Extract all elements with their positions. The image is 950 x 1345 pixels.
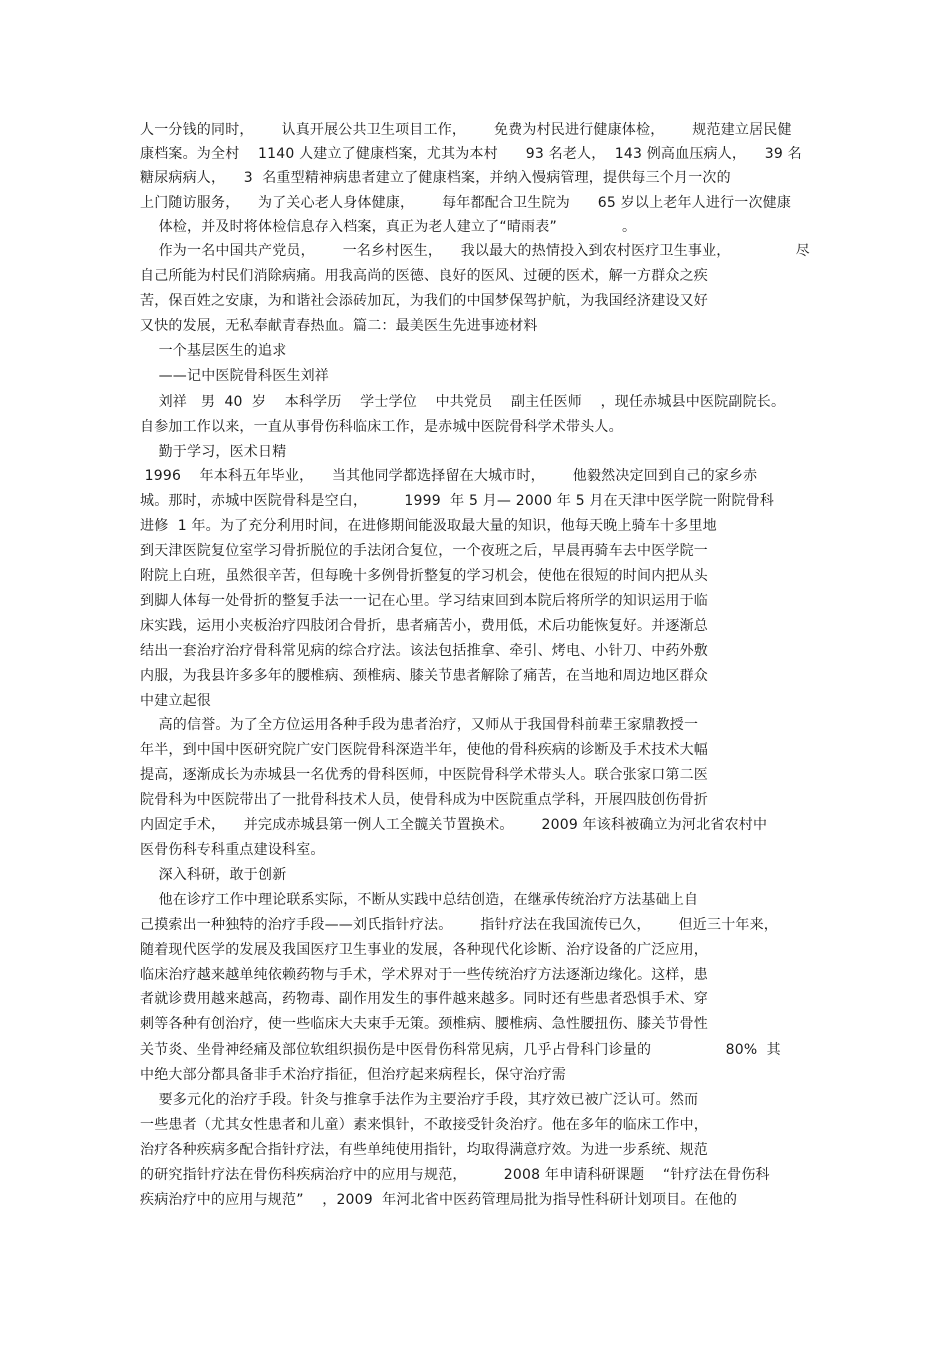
text-line: 关节炎、坐骨神经痛及部位软组织损伤是中医骨伤科常见病，几乎占骨科门诊量的 80% 其 <box>140 1042 781 1058</box>
text-line: 随着现代医学的发展及我国医疗卫生事业的发展，各种现代化诊断、治疗设备的广泛应用， <box>140 942 708 958</box>
text-line: 要多元化的治疗手段。针灸与推拿手法作为主要治疗手段，其疗效已被广泛认可。然而 <box>140 1092 699 1108</box>
text-line: 自参加工作以来，一直从事骨伤科临床工作，是赤城中医院骨科学术带头人。 <box>140 419 623 435</box>
text-line: 附院上白班，虽然很辛苦，但每晚十多例骨折整复的学习机会，使他在很短的时间内把从头 <box>140 568 708 584</box>
text-line: 进修 1 年。为了充分利用时间，在进修期间能汲取最大量的知识，他每天晚上骑车十多里地 <box>140 518 717 534</box>
text-line: 提高，逐渐成长为赤城县一名优秀的骨科医师，中医院骨科学术带头人。联合张家口第二医 <box>140 767 708 783</box>
text-line: 临床治疗越来越单纯依赖药物与手术，学术界对于一些传统治疗方法逐渐边缘化。这样，患 <box>140 967 708 983</box>
text-line: 中绝大部分都具备非手术治疗指征，但治疗起来病程长，保守治疗需 <box>140 1067 566 1083</box>
text-line: 1996 年本科五年毕业， 当其他同学都选择留在大城市时， 他毅然决定回到自己的家乡赤 <box>140 468 758 484</box>
text-line: 院骨科为中医院带出了一批骨科技术人员，使骨科成为中医院重点学科，开展四肢创伤骨折 <box>140 792 708 808</box>
text-line: 自己所能为村民们消除病痛。用我高尚的医德、良好的医风、过硬的医术，解一方群众之疾 <box>140 268 708 284</box>
text-line: 的研究指针疗法在骨伤科疾病治疗中的应用与规范， 2008 年申请科研课题 “针疗法在骨伤科 <box>140 1167 770 1183</box>
text-line: 深入科研，敢于创新 <box>140 867 287 883</box>
text-line: 内固定手术， 并完成赤城县第一例人工全髋关节置换术。 2009 年该科被确立为河北省农村中 <box>140 817 768 833</box>
text-line: 年半，到中国中医研究院广安门医院骨科深造半年，使他的骨科疾病的诊断及手术技术大幅 <box>140 742 708 758</box>
text-line: 高的信誉。为了全方位运用各种手段为患者治疗，又师从于我国骨科前辈王家鼎教授一 <box>140 717 699 733</box>
text-line: 康档案。为全村 1140 人建立了健康档案，尤其为本村 93 名老人， 143 例高血压病人， 39 名 <box>140 146 802 162</box>
text-line: 己摸索出一种独特的治疗手段——刘氏指针疗法。 指针疗法在我国流传已久， 但近三十年来， <box>140 917 778 933</box>
text-line: ——记中医院骨科医生刘祥 <box>140 368 330 384</box>
text-line: 一些患者（尤其女性患者和儿童）素来惧针，不敢接受针灸治疗。他在多年的临床工作中， <box>140 1117 708 1133</box>
text-line: 人一分钱的同时， 认真开展公共卫生项目工作， 免费为村民进行健康体检， 规范建立居民健 <box>140 122 792 138</box>
text-line: 者就诊费用越来越高，药物毒、副作用发生的事件越来越多。同时还有些患者恐惧手术、穿 <box>140 991 708 1007</box>
text-line: 城。那时，赤城中医院骨科是空白， 1999 年 5 月— 2000 年 5 月在天津中医学院一附院骨科 <box>140 493 775 509</box>
text-line: 作为一名中国共产党员， 一名乡村医生， 我以最大的热情投入到农村医疗卫生事业， 尽 <box>140 243 810 259</box>
text-line: 上门随访服务， 为了关心老人身体健康， 每年都配合卫生院为 65 岁以上老年人进行一次健康 <box>140 195 792 211</box>
text-line: 苦，保百姓之安康，为和谐社会添砖加瓦，为我们的中国梦保驾护航，为我国经济建设又好 <box>140 293 708 309</box>
text-line: 糖尿病病人， 3 名重型精神病患者建立了健康档案，并纳入慢病管理，提供每三个月一次的 <box>140 170 731 186</box>
text-line: 刘祥 男 40 岁 本科学历 学士学位 中共党员 副主任医师 ，现任赤城县中医院副院长。 <box>140 394 786 410</box>
text-line: 到脚人体每一处骨折的整复手法一一记在心里。学习结束回到本院后将所学的知识运用于临 <box>140 593 708 609</box>
text-line: 医骨伤科专科重点建设科室。 <box>140 842 325 858</box>
text-line: 刺等各种有创治疗，使一些临床大夫束手无策。颈椎病、腰椎病、急性腰扭伤、膝关节骨性 <box>140 1016 708 1032</box>
text-line: 中建立起很 <box>140 693 211 709</box>
text-line: 又快的发展，无私奉献青春热血。篇二：最美医生先进事迹材料 <box>140 318 538 334</box>
text-line: 勤于学习，医术日精 <box>140 444 287 460</box>
text-line: 床实践，运用小夹板治疗四肢闭合骨折，患者痛苦小，费用低，术后功能恢复好。并逐渐总 <box>140 618 708 634</box>
text-line: 体检，并及时将体检信息存入档案，真正为老人建立了“晴雨表” 。 <box>140 219 637 235</box>
text-line: 他在诊疗工作中理论联系实际，不断从实践中总结创造，在继承传统治疗方法基础上自 <box>140 892 699 908</box>
text-line: 治疗各种疾病多配合指针疗法，有些单纯使用指针，均取得满意疗效。为进一步系统、规范 <box>140 1142 708 1158</box>
text-line: 结出一套治疗治疗骨科常见病的综合疗法。该法包括推拿、牵引、烤电、小针刀、中药外敷 <box>140 643 708 659</box>
text-line: 一个基层医生的追求 <box>140 343 287 359</box>
text-line: 疾病治疗中的应用与规范” ，2009 年河北省中医药管理局批为指导性科研计划项目。在他的 <box>140 1192 738 1208</box>
text-line: 内服，为我县许多多年的腰椎病、颈椎病、膝关节患者解除了痛苦，在当地和周边地区群众 <box>140 668 708 684</box>
text-line: 到天津医院复位室学习骨折脱位的手法闭合复位，一个夜班之后，早晨再骑车去中医学院一 <box>140 543 708 559</box>
